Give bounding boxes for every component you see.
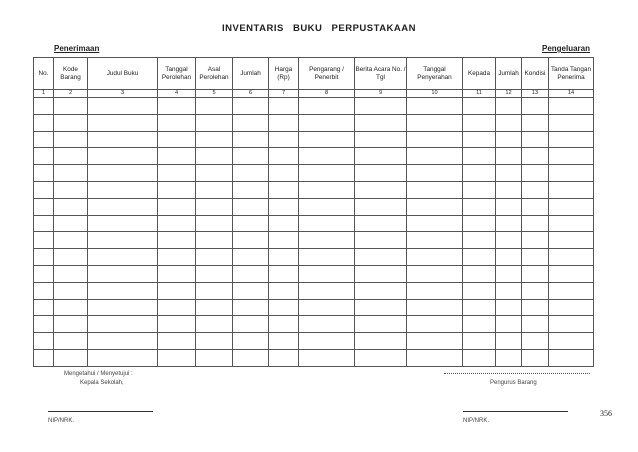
table-row xyxy=(34,349,594,366)
table-cell[interactable] xyxy=(34,299,54,316)
table-cell[interactable] xyxy=(496,349,522,366)
table-cell[interactable] xyxy=(407,333,463,350)
table-cell[interactable] xyxy=(355,316,407,333)
table-cell[interactable] xyxy=(463,114,496,131)
page-number: 356 xyxy=(600,409,612,418)
table-cell[interactable] xyxy=(54,282,88,299)
table-cell[interactable] xyxy=(269,316,299,333)
table-cell[interactable] xyxy=(233,349,269,366)
column-number: 3 xyxy=(88,90,158,98)
column-number: 13 xyxy=(522,90,549,98)
table-cell[interactable] xyxy=(269,148,299,165)
table-cell[interactable] xyxy=(54,265,88,282)
table-cell[interactable] xyxy=(355,232,407,249)
table-cell[interactable] xyxy=(158,198,196,215)
column-header: Kepada xyxy=(463,58,496,90)
table-cell[interactable] xyxy=(34,181,54,198)
table-cell[interactable] xyxy=(54,333,88,350)
column-header: Jumlah xyxy=(496,58,522,90)
table-cell[interactable] xyxy=(88,165,158,182)
table-cell[interactable] xyxy=(196,316,233,333)
column-header: Tanda Tangan Penerima xyxy=(549,58,594,90)
table-cell[interactable] xyxy=(496,333,522,350)
table-cell[interactable] xyxy=(549,215,594,232)
table-cell[interactable] xyxy=(269,265,299,282)
table-cell[interactable] xyxy=(299,333,355,350)
table-cell[interactable] xyxy=(88,148,158,165)
column-number: 11 xyxy=(463,90,496,98)
table-cell[interactable] xyxy=(299,181,355,198)
table-cell[interactable] xyxy=(549,232,594,249)
table-cell[interactable] xyxy=(54,148,88,165)
table-cell[interactable] xyxy=(463,316,496,333)
column-number: 9 xyxy=(355,90,407,98)
table-cell[interactable] xyxy=(496,215,522,232)
table-cell[interactable] xyxy=(34,316,54,333)
table-cell[interactable] xyxy=(88,198,158,215)
approval-label: Mengetahui / Menyetujui : xyxy=(64,371,133,377)
table-cell[interactable] xyxy=(355,215,407,232)
table-cell[interactable] xyxy=(34,282,54,299)
table-cell[interactable] xyxy=(269,215,299,232)
table-cell[interactable] xyxy=(158,316,196,333)
table-cell[interactable] xyxy=(463,232,496,249)
table-cell[interactable] xyxy=(34,198,54,215)
table-cell[interactable] xyxy=(407,215,463,232)
table-cell[interactable] xyxy=(355,198,407,215)
table-cell[interactable] xyxy=(88,114,158,131)
table-cell[interactable] xyxy=(522,349,549,366)
table-cell[interactable] xyxy=(496,131,522,148)
column-number: 4 xyxy=(158,90,196,98)
column-number: 6 xyxy=(233,90,269,98)
table-cell[interactable] xyxy=(299,165,355,182)
table-cell[interactable] xyxy=(522,181,549,198)
table-cell[interactable] xyxy=(88,215,158,232)
table-cell[interactable] xyxy=(88,232,158,249)
table-cell[interactable] xyxy=(54,232,88,249)
table-cell[interactable] xyxy=(88,333,158,350)
table-cell[interactable] xyxy=(54,181,88,198)
table-row xyxy=(34,98,594,115)
table-cell[interactable] xyxy=(158,265,196,282)
table-cell[interactable] xyxy=(233,299,269,316)
table-cell[interactable] xyxy=(407,198,463,215)
table-cell[interactable] xyxy=(522,316,549,333)
table-cell[interactable] xyxy=(407,98,463,115)
table-cell[interactable] xyxy=(463,349,496,366)
table-cell[interactable] xyxy=(34,98,54,115)
left-signature-line xyxy=(48,411,153,412)
column-header: Asal Perolehan xyxy=(196,58,233,90)
table-cell[interactable] xyxy=(196,181,233,198)
table-cell[interactable] xyxy=(269,181,299,198)
table-cell[interactable] xyxy=(463,249,496,266)
table-cell[interactable] xyxy=(407,148,463,165)
table-cell[interactable] xyxy=(158,349,196,366)
table-cell[interactable] xyxy=(407,181,463,198)
inventory-table xyxy=(33,57,594,367)
table-cell[interactable] xyxy=(407,249,463,266)
column-number: 1 xyxy=(34,90,54,98)
table-cell[interactable] xyxy=(522,165,549,182)
table-cell[interactable] xyxy=(522,198,549,215)
table-cell[interactable] xyxy=(355,98,407,115)
table-cell[interactable] xyxy=(549,265,594,282)
table-cell[interactable] xyxy=(355,349,407,366)
table-cell[interactable] xyxy=(549,282,594,299)
table-cell[interactable] xyxy=(269,349,299,366)
table-cell[interactable] xyxy=(233,249,269,266)
table-cell[interactable] xyxy=(299,131,355,148)
table-body xyxy=(34,98,594,367)
table-cell[interactable] xyxy=(34,249,54,266)
table-cell[interactable] xyxy=(196,114,233,131)
table-cell[interactable] xyxy=(196,299,233,316)
table-cell[interactable] xyxy=(463,198,496,215)
table-cell[interactable] xyxy=(407,282,463,299)
table-cell[interactable] xyxy=(158,215,196,232)
table-cell[interactable] xyxy=(299,114,355,131)
table-cell[interactable] xyxy=(269,299,299,316)
table-row xyxy=(34,165,594,182)
table-row xyxy=(34,215,594,232)
table-cell[interactable] xyxy=(196,131,233,148)
table-cell[interactable] xyxy=(269,165,299,182)
table-cell[interactable] xyxy=(158,165,196,182)
table-cell[interactable] xyxy=(463,299,496,316)
table-cell[interactable] xyxy=(496,316,522,333)
table-cell[interactable] xyxy=(196,148,233,165)
table-cell[interactable] xyxy=(233,282,269,299)
column-header: Kode Barang xyxy=(54,58,88,90)
table-row xyxy=(34,265,594,282)
table-cell[interactable] xyxy=(496,249,522,266)
table-cell[interactable] xyxy=(355,282,407,299)
headmaster-label: Kepala Sekolah, xyxy=(80,380,124,386)
table-cell[interactable] xyxy=(299,232,355,249)
table-cell[interactable] xyxy=(196,232,233,249)
table-cell[interactable] xyxy=(355,148,407,165)
column-number: 10 xyxy=(407,90,463,98)
table-cell[interactable] xyxy=(355,249,407,266)
table-cell[interactable] xyxy=(54,349,88,366)
table-cell[interactable] xyxy=(299,148,355,165)
table-cell[interactable] xyxy=(355,181,407,198)
table-cell[interactable] xyxy=(54,98,88,115)
table-cell[interactable] xyxy=(299,265,355,282)
table-cell[interactable] xyxy=(269,198,299,215)
table-cell[interactable] xyxy=(496,265,522,282)
table-cell[interactable] xyxy=(463,181,496,198)
table-cell[interactable] xyxy=(463,131,496,148)
table-cell[interactable] xyxy=(407,349,463,366)
table-cell[interactable] xyxy=(34,265,54,282)
column-header: Harga (Rp) xyxy=(269,58,299,90)
column-number: 8 xyxy=(299,90,355,98)
table-cell[interactable] xyxy=(463,282,496,299)
table-cell[interactable] xyxy=(34,349,54,366)
table-cell[interactable] xyxy=(158,299,196,316)
table-cell[interactable] xyxy=(233,98,269,115)
table-row xyxy=(34,148,594,165)
table-cell[interactable] xyxy=(88,98,158,115)
table-cell[interactable] xyxy=(407,316,463,333)
table-row xyxy=(34,131,594,148)
table-cell[interactable] xyxy=(233,316,269,333)
table-cell[interactable] xyxy=(407,232,463,249)
table-cell[interactable] xyxy=(158,131,196,148)
table-row xyxy=(34,181,594,198)
table-cell[interactable] xyxy=(233,131,269,148)
table-cell[interactable] xyxy=(34,114,54,131)
table-row xyxy=(34,232,594,249)
table-cell[interactable] xyxy=(549,131,594,148)
table-row xyxy=(34,333,594,350)
table-cell[interactable] xyxy=(233,181,269,198)
table-cell[interactable] xyxy=(522,114,549,131)
table-cell[interactable] xyxy=(233,333,269,350)
table-cell[interactable] xyxy=(522,249,549,266)
column-header: Tanggal Penyerahan xyxy=(407,58,463,90)
table-cell[interactable] xyxy=(196,98,233,115)
table-cell[interactable] xyxy=(88,265,158,282)
table-cell[interactable] xyxy=(522,148,549,165)
table-cell[interactable] xyxy=(34,215,54,232)
table-cell[interactable] xyxy=(158,249,196,266)
table-cell[interactable] xyxy=(299,316,355,333)
table-cell[interactable] xyxy=(233,114,269,131)
table-cell[interactable] xyxy=(355,165,407,182)
table-cell[interactable] xyxy=(549,148,594,165)
table-cell[interactable] xyxy=(158,232,196,249)
table-row xyxy=(34,282,594,299)
table-cell[interactable] xyxy=(269,98,299,115)
table-cell[interactable] xyxy=(233,148,269,165)
column-header: No. xyxy=(34,58,54,90)
table-cell[interactable] xyxy=(54,299,88,316)
table-cell[interactable] xyxy=(355,114,407,131)
table-row xyxy=(34,299,594,316)
table-cell[interactable] xyxy=(522,265,549,282)
section-pengeluaran: Pengeluaran xyxy=(541,44,590,53)
table-cell[interactable] xyxy=(299,282,355,299)
table-cell[interactable] xyxy=(496,282,522,299)
table-cell[interactable] xyxy=(54,316,88,333)
column-number: 5 xyxy=(196,90,233,98)
table-cell[interactable] xyxy=(88,299,158,316)
table-cell[interactable] xyxy=(355,299,407,316)
table-cell[interactable] xyxy=(407,299,463,316)
table-cell[interactable] xyxy=(88,181,158,198)
column-number-row xyxy=(34,90,594,98)
table-cell[interactable] xyxy=(158,282,196,299)
table-cell[interactable] xyxy=(496,299,522,316)
table-cell[interactable] xyxy=(34,131,54,148)
table-cell[interactable] xyxy=(54,249,88,266)
table-cell[interactable] xyxy=(496,165,522,182)
right-signature-line xyxy=(463,411,568,412)
table-cell[interactable] xyxy=(496,114,522,131)
document-title: INVENTARIS BUKU PERPUSTAKAAN xyxy=(221,23,417,34)
table-cell[interactable] xyxy=(496,232,522,249)
table-cell[interactable] xyxy=(299,249,355,266)
table-cell[interactable] xyxy=(158,333,196,350)
table-cell[interactable] xyxy=(407,114,463,131)
table-cell[interactable] xyxy=(496,198,522,215)
table-cell[interactable] xyxy=(88,249,158,266)
table-cell[interactable] xyxy=(158,148,196,165)
column-header: Tanggal Perolehan xyxy=(158,58,196,90)
table-cell[interactable] xyxy=(549,165,594,182)
table-cell[interactable] xyxy=(522,299,549,316)
table-cell[interactable] xyxy=(549,316,594,333)
table-cell[interactable] xyxy=(299,299,355,316)
table-cell[interactable] xyxy=(299,215,355,232)
table-cell[interactable] xyxy=(355,333,407,350)
column-header: Judul Buku xyxy=(88,58,158,90)
table-cell[interactable] xyxy=(54,131,88,148)
table-cell[interactable] xyxy=(522,232,549,249)
table-cell[interactable] xyxy=(158,98,196,115)
table-cell[interactable] xyxy=(549,249,594,266)
table-cell[interactable] xyxy=(496,181,522,198)
column-number: 12 xyxy=(496,90,522,98)
table-cell[interactable] xyxy=(299,98,355,115)
table-cell[interactable] xyxy=(158,114,196,131)
section-penerimaan: Penerimaan xyxy=(54,44,100,53)
table-cell[interactable] xyxy=(496,98,522,115)
column-header: Pengarang / Penerbit xyxy=(299,58,355,90)
table-cell[interactable] xyxy=(196,265,233,282)
table-cell[interactable] xyxy=(269,249,299,266)
column-header: Kondisi xyxy=(522,58,549,90)
table-cell[interactable] xyxy=(463,215,496,232)
column-number: 14 xyxy=(549,90,594,98)
table-cell[interactable] xyxy=(34,333,54,350)
table-cell[interactable] xyxy=(233,165,269,182)
table-cell[interactable] xyxy=(549,333,594,350)
table-cell[interactable] xyxy=(355,265,407,282)
table-cell[interactable] xyxy=(269,131,299,148)
table-cell[interactable] xyxy=(34,165,54,182)
table-cell[interactable] xyxy=(54,165,88,182)
left-nip-label: NIP/NRK. xyxy=(48,418,75,424)
table-cell[interactable] xyxy=(196,165,233,182)
table-cell[interactable] xyxy=(522,98,549,115)
table-cell[interactable] xyxy=(463,98,496,115)
table-cell[interactable] xyxy=(522,215,549,232)
table-cell[interactable] xyxy=(549,198,594,215)
table-cell[interactable] xyxy=(54,114,88,131)
table-cell[interactable] xyxy=(407,165,463,182)
table-cell[interactable] xyxy=(463,265,496,282)
table-cell[interactable] xyxy=(196,349,233,366)
table-cell[interactable] xyxy=(269,232,299,249)
table-cell[interactable] xyxy=(233,232,269,249)
table-cell[interactable] xyxy=(34,148,54,165)
table-cell[interactable] xyxy=(233,265,269,282)
table-cell[interactable] xyxy=(463,333,496,350)
column-number: 2 xyxy=(54,90,88,98)
table-cell[interactable] xyxy=(549,299,594,316)
table-cell[interactable] xyxy=(463,165,496,182)
table-cell[interactable] xyxy=(158,181,196,198)
table-row xyxy=(34,316,594,333)
table-cell[interactable] xyxy=(522,131,549,148)
table-row xyxy=(34,114,594,131)
table-cell[interactable] xyxy=(549,98,594,115)
table-cell[interactable] xyxy=(88,316,158,333)
table-cell[interactable] xyxy=(196,333,233,350)
column-number: 7 xyxy=(269,90,299,98)
table-cell[interactable] xyxy=(196,198,233,215)
table-cell[interactable] xyxy=(88,131,158,148)
table-cell[interactable] xyxy=(407,131,463,148)
table-cell[interactable] xyxy=(355,131,407,148)
property-manager-label: Pengurus Barang xyxy=(490,380,537,386)
table-row xyxy=(34,249,594,266)
table-cell[interactable] xyxy=(269,282,299,299)
table-cell[interactable] xyxy=(549,349,594,366)
table-cell[interactable] xyxy=(496,148,522,165)
table-cell[interactable] xyxy=(233,198,269,215)
table-row xyxy=(34,198,594,215)
table-cell[interactable] xyxy=(54,215,88,232)
table-cell[interactable] xyxy=(299,198,355,215)
column-header: Jumlah xyxy=(233,58,269,90)
table-cell[interactable] xyxy=(196,249,233,266)
table-header-row xyxy=(34,58,594,90)
column-header: Berita Acara No. / Tgl xyxy=(355,58,407,90)
table-cell[interactable] xyxy=(196,215,233,232)
table-cell[interactable] xyxy=(407,265,463,282)
table-cell[interactable] xyxy=(269,114,299,131)
table-cell[interactable] xyxy=(549,114,594,131)
table-cell[interactable] xyxy=(522,282,549,299)
table-cell[interactable] xyxy=(269,333,299,350)
table-cell[interactable] xyxy=(34,232,54,249)
table-cell[interactable] xyxy=(463,148,496,165)
table-cell[interactable] xyxy=(88,349,158,366)
table-cell[interactable] xyxy=(196,282,233,299)
table-cell[interactable] xyxy=(88,282,158,299)
right-nip-label: NIP/NRK. xyxy=(463,418,490,424)
signature-dotted-line xyxy=(444,373,590,374)
table-cell[interactable] xyxy=(233,215,269,232)
table-cell[interactable] xyxy=(522,333,549,350)
table-cell[interactable] xyxy=(549,181,594,198)
table-cell[interactable] xyxy=(299,349,355,366)
table-cell[interactable] xyxy=(54,198,88,215)
